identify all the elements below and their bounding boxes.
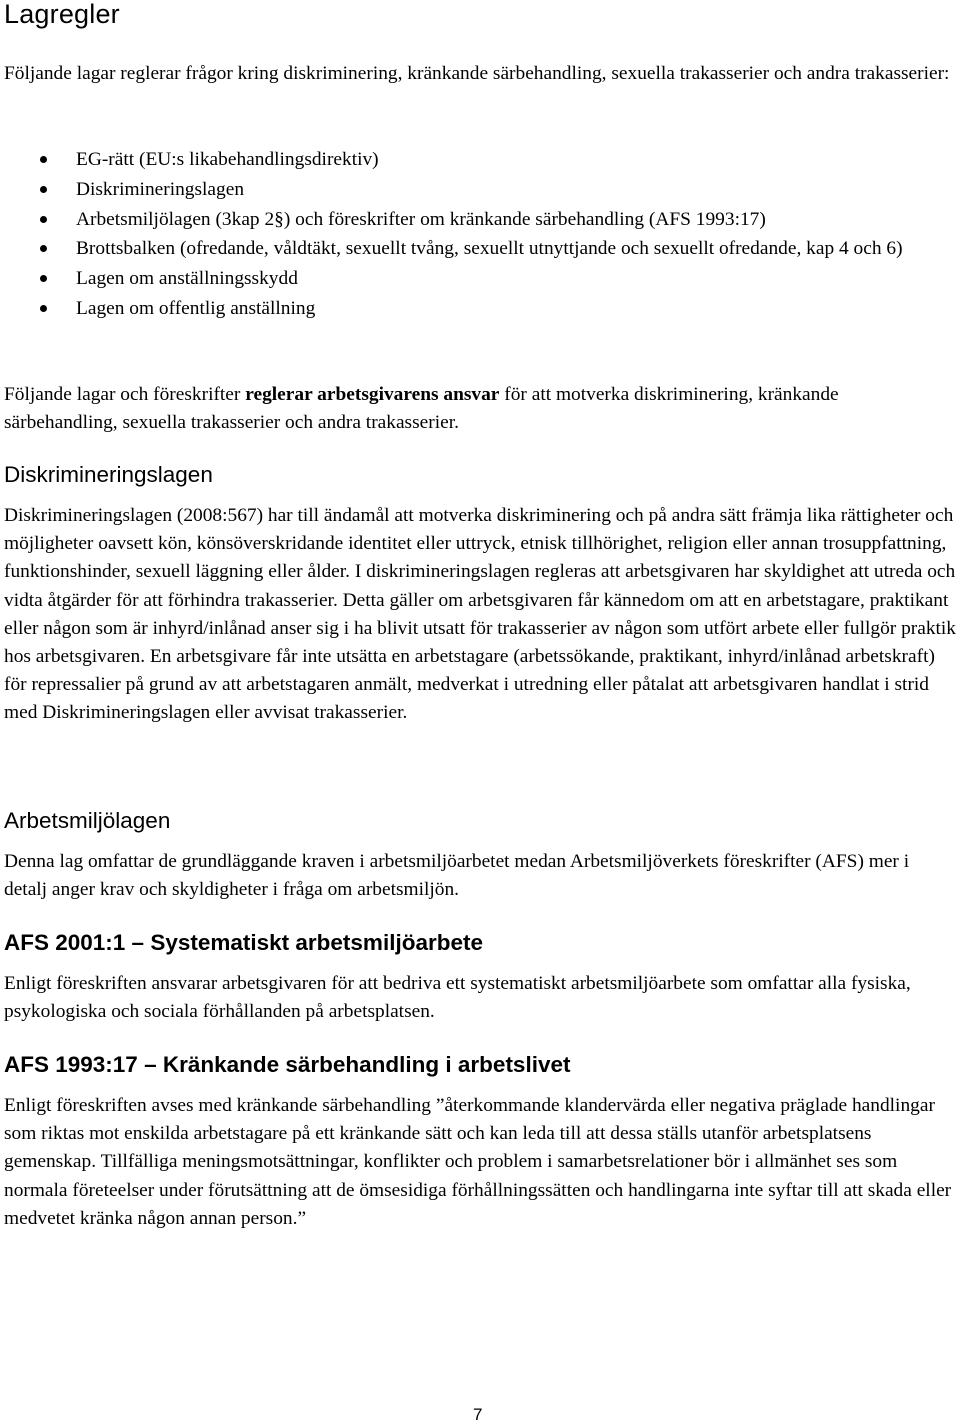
bullet-icon bbox=[40, 305, 47, 312]
responsibility-emphasis: reglerar arbetsgivarens ansvar bbox=[245, 384, 500, 405]
list-item: Lagen om offentlig anställning bbox=[4, 294, 956, 324]
laws-list bbox=[4, 145, 956, 324]
list-item: Brottsbalken (ofredande, våldtäkt, sexuellt tvång, sexuellt utnyttjande och sexuellt ofredande, kap 4 och 6) bbox=[4, 234, 956, 264]
intro-paragraph: Följande lagar reglerar frågor kring diskriminering, kränkande särbehandling, sexuella trakasserier och andra trakasserier: bbox=[4, 63, 950, 84]
section-text-arbetsmiljolagen: Denna lag omfattar de grundläggande kraven i arbetsmiljöarbetet medan Arbetsmiljöverkets föreskrifter (AFS) mer i detalj anger krav och skyldigheter i fråga om arbetsmiljön. bbox=[4, 851, 910, 901]
section-heading-afs-2001-1: AFS 2001:1 – Systematiskt arbetsmiljöarbete bbox=[4, 930, 483, 955]
bullet-icon bbox=[40, 186, 47, 193]
list-item: Arbetsmiljölagen (3kap 2§) och föreskrifter om kränkande särbehandling (AFS 1993:17) bbox=[4, 205, 956, 235]
bullet-icon bbox=[40, 245, 47, 252]
page-title: Lagregler bbox=[4, 0, 120, 29]
section-text-afs-1993-17: Enligt föreskriften avses med kränkande särbehandling ”återkommande klandervärda eller negativa präglade handlingar som riktas mot enskilda arbetstagare på ett kränkande sätt och kan leda till att dessa ställs utanför arbetsplatsens gemenskap. Tillfälliga meningsmotsättningar, konflikter och problem i samarbetsrelationer bör i allmänhet ses som normala företeelser under förutsättning att de ömsesidiga förhållningssätten och handlingarna inte syftar till att skada eller medvetet kränka någon annan person.” bbox=[4, 1095, 952, 1229]
section-heading-arbetsmiljolagen: Arbetsmiljölagen bbox=[4, 808, 171, 833]
list-item: EG-rätt (EU:s likabehandlingsdirektiv) bbox=[4, 145, 956, 175]
bullet-icon bbox=[40, 156, 47, 163]
section-text-afs-2001-1: Enligt föreskriften ansvarar arbetsgivaren för att bedriva ett systematiskt arbetsmiljöarbete som omfattar alla fysiska, psykologiska och sociala förhållanden på arbetsplatsen. bbox=[4, 973, 911, 1023]
section-heading-afs-1993-17: AFS 1993:17 – Kränkande särbehandling i arbetslivet bbox=[4, 1052, 571, 1077]
bullet-icon bbox=[40, 275, 47, 282]
section-heading-diskrimineringslagen: Diskrimineringslagen bbox=[4, 462, 213, 487]
section-text-diskrimineringslagen: Diskrimineringslagen (2008:567) har till ändamål att motverka diskriminering och på andra sätt främja lika rättigheter och möjligheter oavsett kön, könsöverskridande identitet eller uttryck, etnisk tillhörighet, religion eller annan trosuppfattning, funktionshinder, sexuell läggning eller ålder. I diskrimineringslagen regleras att arbetsgivaren har skyldighet att utreda och vidta åtgärder för att förhindra trakasserier. Detta gäller om arbetsgivaren får kännedom om att en arbetstagare, praktikant eller någon som är inhyrd/inlånad anser sig i ha blivit utsatt för trakasserier av någon som utfört arbete eller fullgör praktik hos arbetsgivaren. En arbetsgivare får inte utsätta en arbetstagare (arbetssökande, praktikant, inhyrd/inlånad arbetskraft) för repressalier på grund av att arbetstagaren anmält, medverkat i utredning eller påtalat att arbetsgivaren handlat i strid med Diskrimineringslagen eller avvisat trakasserier. bbox=[4, 505, 957, 724]
page-number: 7 bbox=[473, 1405, 483, 1424]
list-item: Diskrimineringslagen bbox=[4, 175, 956, 205]
list-item: Lagen om anställningsskydd bbox=[4, 264, 956, 294]
responsibility-paragraph: Följande lagar och föreskrifter reglerar arbetsgivarens ansvar för att motverka diskriminering, kränkande särbehandling, sexuella trakasserier och andra trakasserier. bbox=[4, 384, 839, 434]
bullet-icon bbox=[40, 216, 47, 223]
